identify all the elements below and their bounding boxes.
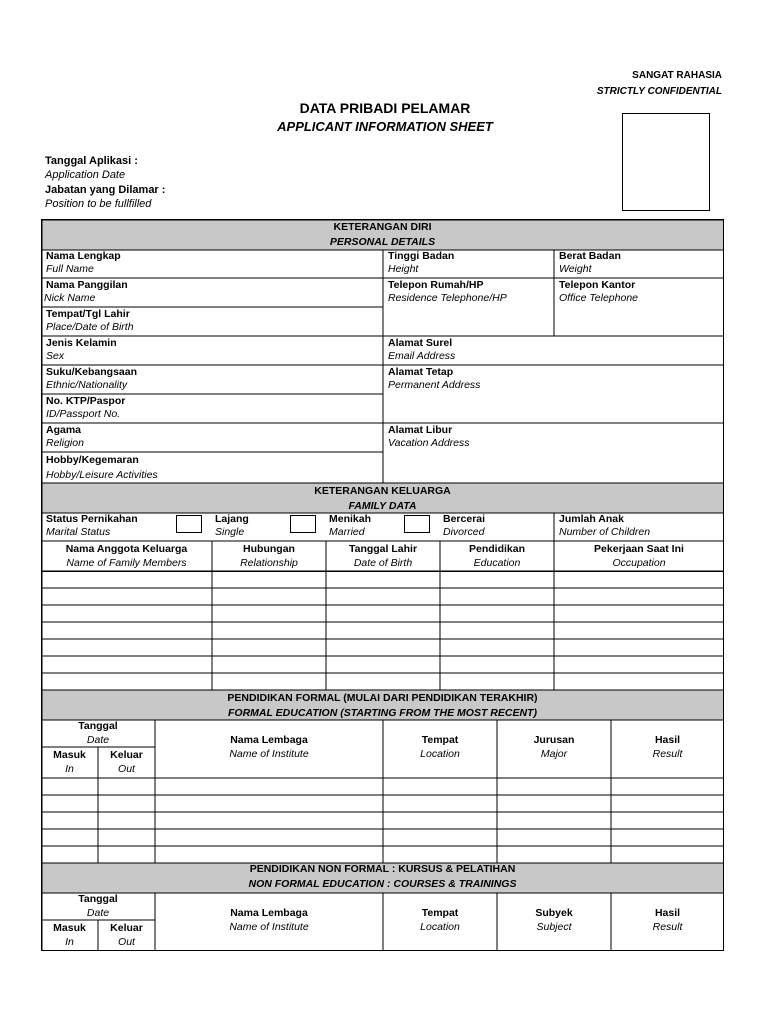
ethnic-field[interactable]: Suku/Kebangsaan Ethnic/Nationality — [46, 366, 138, 391]
col-major: Jurusan Major — [533, 734, 575, 760]
nf-col-institute: Nama Lembaga Name of Institute — [229, 907, 309, 933]
birth-field[interactable]: Tempat/Tgl Lahir Place/Date of Birth — [46, 308, 134, 333]
office-phone-field[interactable]: Telepon Kantor Office Telephone — [559, 279, 639, 304]
application-form — [41, 219, 724, 951]
sex-field[interactable]: Jenis Kelamin Sex — [46, 337, 117, 362]
col-location: Tempat Location — [420, 734, 460, 760]
col-date-of-birth: Tanggal Lahir Date of Birth — [348, 543, 418, 569]
page-subtitle: APPLICANT INFORMATION SHEET — [277, 119, 493, 134]
col-result: Hasil Result — [652, 734, 683, 760]
hobby-field[interactable]: Hobby/Kegemaran Hobby/Leisure Activities — [46, 454, 158, 481]
permanent-address-field[interactable]: Alamat Tetap Permanent Address — [388, 366, 481, 391]
position-label-en: Position to be fullfilled — [45, 198, 152, 210]
nf-col-date: Tanggal Date — [78, 893, 118, 919]
children-field[interactable]: Jumlah Anak Number of Children — [559, 513, 651, 538]
confidential-label: SANGAT RAHASIA — [632, 70, 722, 81]
nf-col-in: Masuk In — [53, 922, 86, 948]
nonformal-education-header: PENDIDIKAN NON FORMAL : KURSUS & PELATIHAN NON FORMAL EDUCATION : COURSES & TRAININGS — [248, 863, 517, 890]
nf-col-result: Hasil Result — [652, 907, 683, 933]
col-date: Tanggal Date — [78, 720, 118, 746]
nf-col-subject: Subyek Subject — [535, 907, 573, 933]
id-passport-field[interactable]: No. KTP/Paspor ID/Passport No. — [46, 395, 126, 420]
photo-box[interactable] — [622, 113, 710, 211]
col-out: Keluar Out — [110, 749, 143, 775]
divorced-checkbox[interactable] — [404, 515, 430, 533]
single-label: Lajang Single — [215, 513, 249, 538]
nf-col-location: Tempat Location — [420, 907, 460, 933]
form-grid — [41, 219, 724, 951]
religion-field[interactable]: Agama Religion — [46, 424, 84, 449]
position-field[interactable] — [45, 183, 165, 211]
col-occupation: Pekerjaan Saat Ini Occupation — [594, 543, 684, 569]
formal-education-header: PENDIDIKAN FORMAL (MULAI DARI PENDIDIKAN TERAKHIR) FORMAL EDUCATION (STARTING FROM THE MOST RECENT) — [227, 692, 538, 719]
family-data-header: KETERANGAN KELUARGA FAMILY DATA — [314, 485, 451, 512]
marital-status-label: Status Pernikahan Marital Status — [46, 513, 138, 538]
weight-field[interactable]: Berat Badan Weight — [559, 250, 621, 275]
col-institute: Nama Lembaga Name of Institute — [229, 734, 309, 760]
application-date-label-en: Application Date — [45, 169, 126, 181]
divorced-label: Bercerai Divorced — [443, 513, 486, 538]
married-label: Menikah Married — [329, 513, 372, 538]
application-date-label: Tanggal Aplikasi : — [45, 155, 138, 167]
height-field[interactable]: Tinggi Badan Height — [388, 250, 455, 275]
col-education: Pendidikan Education — [468, 543, 525, 569]
position-label: Jabatan yang Dilamar : — [45, 184, 166, 196]
page-title: DATA PRIBADI PELAMAR — [299, 100, 471, 116]
full-name-field[interactable]: Nama Lengkap Full Name — [46, 250, 121, 275]
col-in: Masuk In — [53, 749, 86, 775]
personal-details-header: KETERANGAN DIRI PERSONAL DETAILS — [329, 221, 436, 248]
nick-name-field[interactable]: Nama Panggilan Nick Name — [44, 279, 128, 304]
application-date-field[interactable] — [45, 154, 138, 182]
nf-col-out: Keluar Out — [110, 922, 143, 948]
married-checkbox[interactable] — [290, 515, 316, 533]
col-relationship: Hubungan Relationship — [240, 543, 298, 569]
col-family-name: Nama Anggota Keluarga Name of Family Members — [65, 543, 188, 569]
email-field[interactable]: Alamat Surel Email Address — [388, 337, 456, 362]
single-checkbox[interactable] — [176, 515, 202, 533]
vacation-address-field[interactable]: Alamat Libur Vacation Address — [388, 424, 470, 449]
home-phone-field[interactable]: Telepon Rumah/HP Residence Telephone/HP — [388, 279, 507, 304]
confidential-label-en: STRICTLY CONFIDENTIAL — [596, 86, 722, 97]
